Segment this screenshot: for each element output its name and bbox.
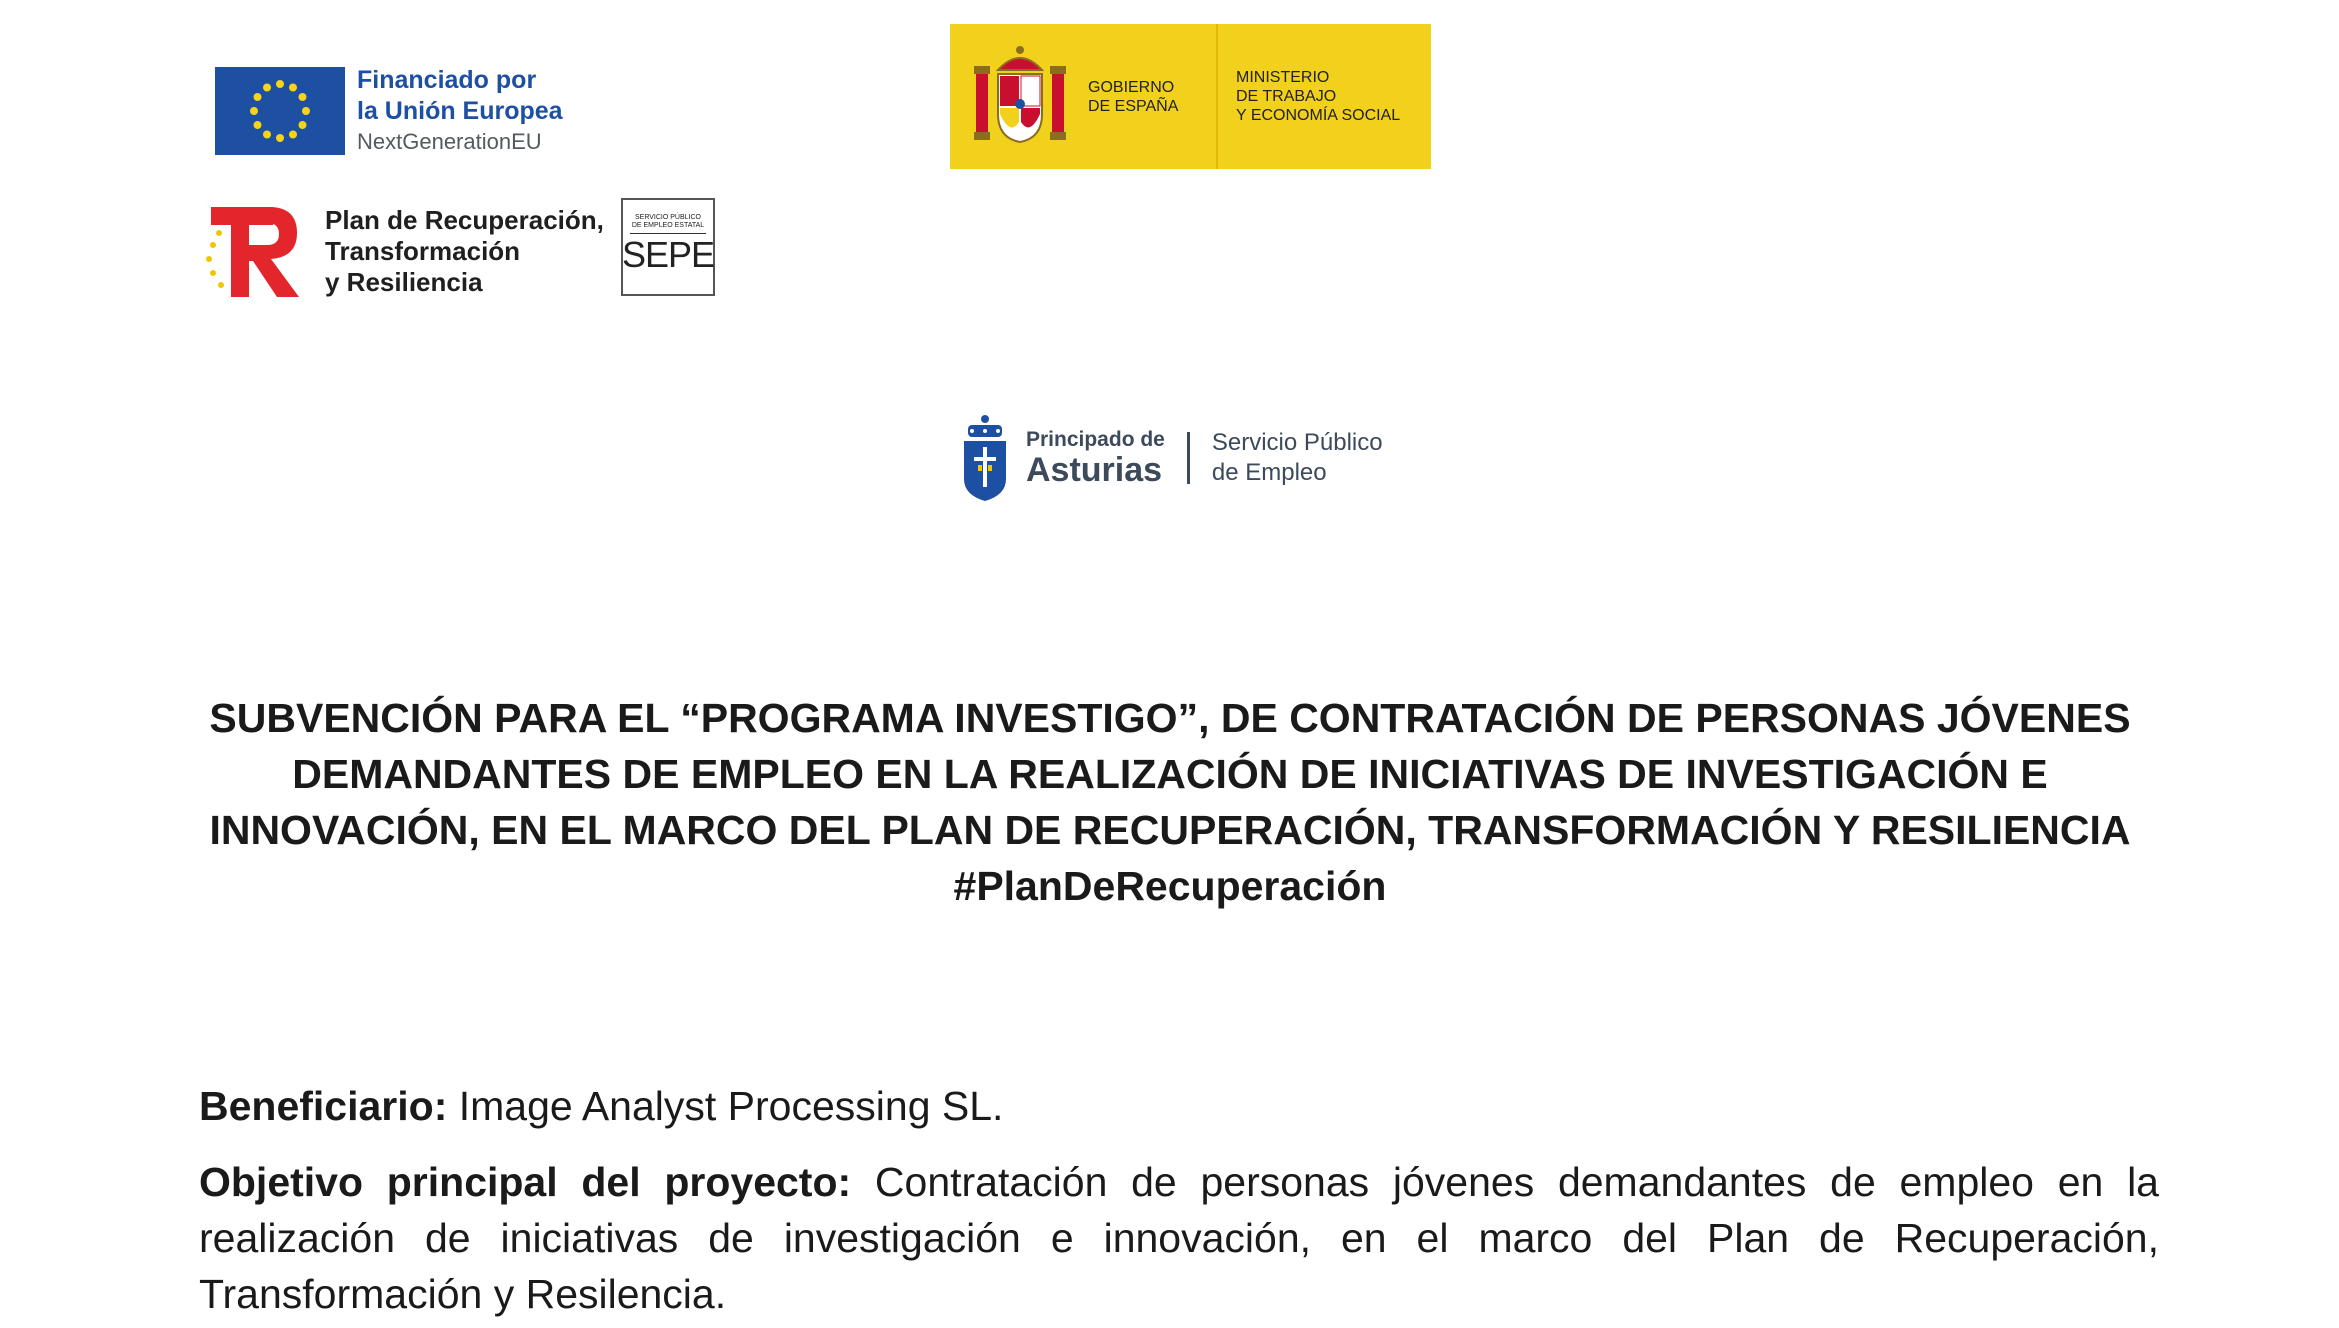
objetivo-label: Objetivo principal del proyecto: — [199, 1159, 852, 1205]
de-empleo-text: de Empleo — [1211, 459, 1327, 486]
document-title: SUBVENCIÓN PARA EL “PROGRAMA INVESTIGO”, DE CONTRATACIÓN DE PERSONAS JÓVENES DEMANDANTES DE EMPLEO EN LA REALIZACIÓN DE INICIATIVAS DE INVESTIGACIÓN E INNOVACIÓN, EN EL MARCO DEL PLAN DE RECUPERACIÓN, TRANSFORMACIÓN Y RESILIENCIA #PlanDeRecuperación — [209, 695, 2131, 909]
asturias-principado-text: Principado de — [1026, 428, 1165, 451]
eu-logo-line3: NextGenerationEU — [357, 129, 542, 154]
prtr-line2: Transformación — [325, 235, 521, 266]
ministerio-line3: Y ECONOMÍA SOCIAL — [1236, 107, 1401, 124]
plan-recuperacion-logo — [205, 196, 604, 306]
ministerio-line2: DE TRABAJO — [1236, 88, 1337, 105]
sepe-wordmark: SEPE — [621, 234, 715, 275]
objetivo-paragraph — [199, 1154, 2159, 1322]
asturias-name-text: Asturias — [1026, 451, 1163, 489]
eu-logo-line1: Financiado por — [357, 66, 537, 94]
beneficiario-label: Beneficiario: — [199, 1083, 448, 1129]
beneficiario-value: Image Analyst Processing SL. — [458, 1083, 1004, 1129]
sepe-logo — [621, 198, 715, 296]
spain-coat-of-arms-icon — [970, 42, 1070, 152]
ministerio-line1: MINISTERIO — [1236, 69, 1330, 86]
gobierno-line1: GOBIERNO — [1088, 78, 1175, 96]
sepe-small-line1: SERVICIO PÚBLICO — [634, 214, 701, 221]
prtr-line1: Plan de Recuperación, — [325, 204, 604, 235]
gobierno-line2: DE ESPAÑA — [1088, 97, 1179, 115]
document-body — [199, 1078, 2159, 1322]
eu-nextgeneration-logo — [215, 63, 563, 159]
gobierno-espana-logo — [950, 24, 1431, 169]
servicio-publico-text: Servicio Público — [1211, 429, 1383, 456]
prtr-r-icon — [205, 201, 305, 301]
asturias-empleo-logo — [958, 412, 1383, 504]
gobierno-divider — [1216, 24, 1218, 169]
asturias-crest-icon — [958, 413, 1012, 503]
eu-flag-icon — [215, 67, 345, 155]
sepe-small-line2: DE EMPLEO ESTATAL — [631, 222, 705, 229]
beneficiario-paragraph — [199, 1078, 2159, 1134]
prtr-line3: y Resiliencia — [325, 266, 483, 297]
eu-logo-line2: la Unión Europea — [357, 97, 563, 125]
objetivo-value: Contratación de personas jóvenes demandantes de empleo en la realización de iniciativas de investigación e innovación, en el marco del Plan de Recuperación, Transformación y Resilencia. — [199, 1159, 2159, 1317]
asturias-logo-divider — [1187, 432, 1190, 484]
